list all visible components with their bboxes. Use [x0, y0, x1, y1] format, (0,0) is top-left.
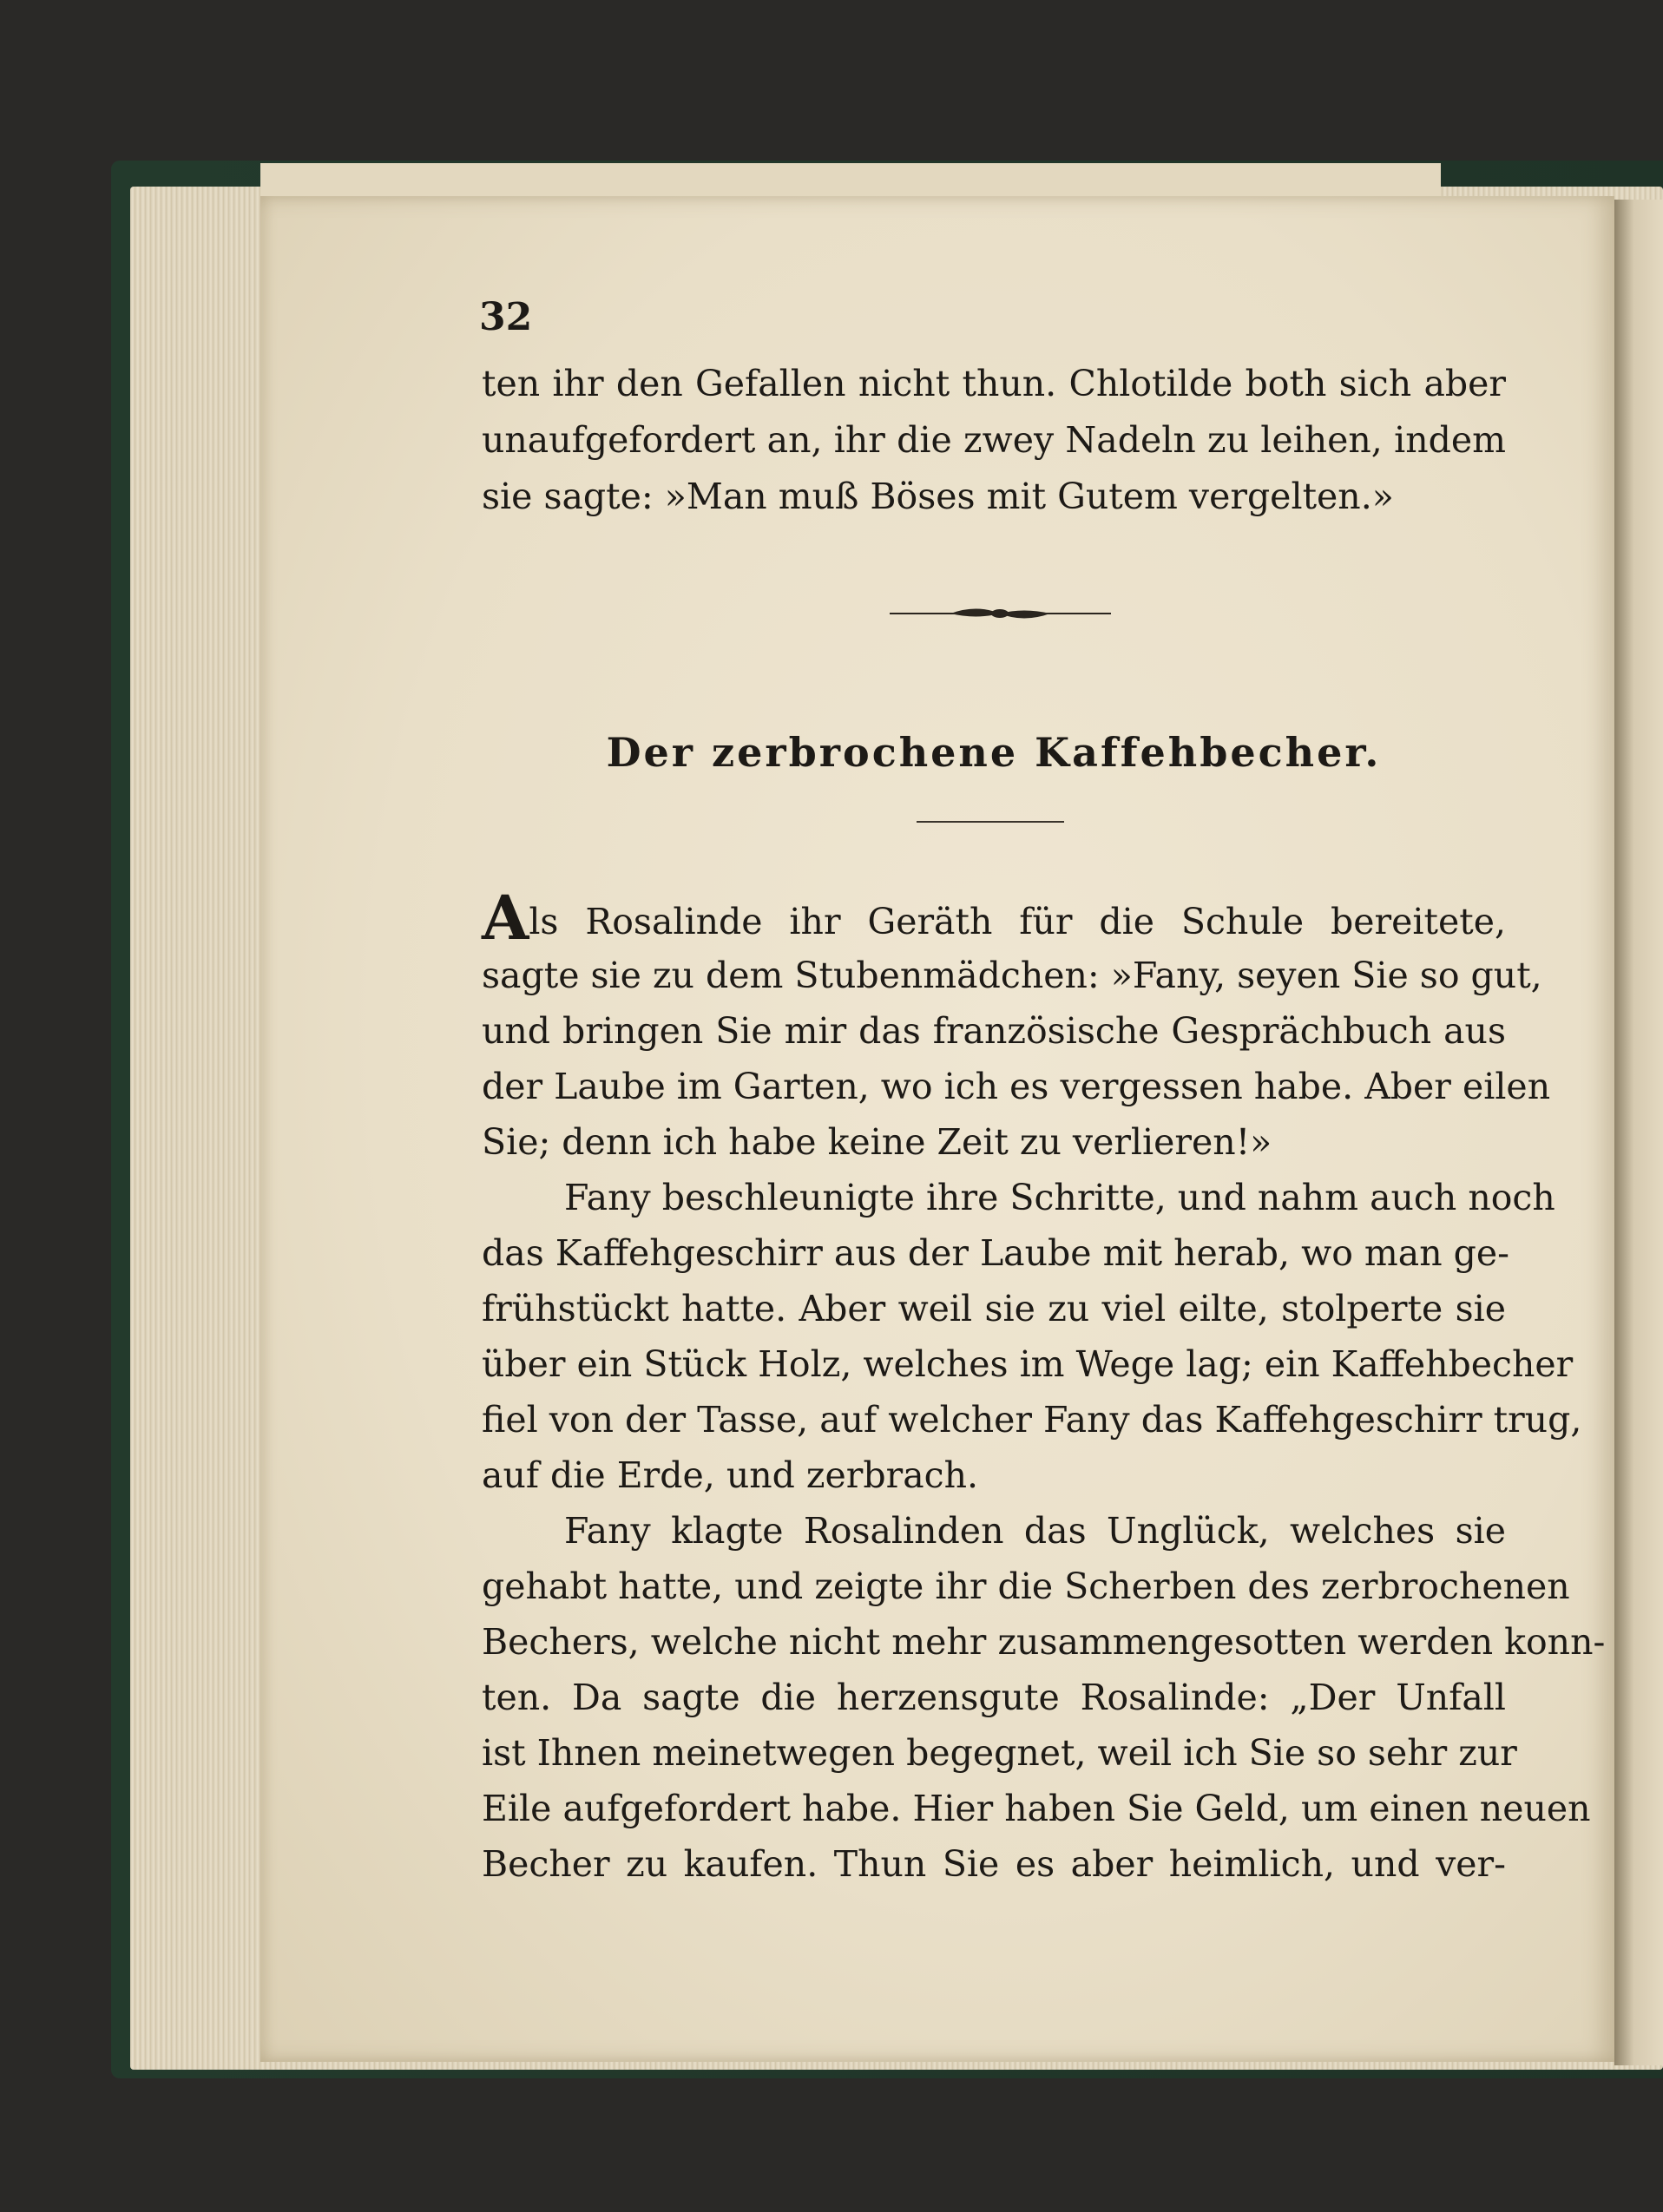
text-line: sagte sie zu dem Stubenmädchen: »Fany, seyen Sie so gut,	[482, 955, 1542, 996]
page-number: 32	[479, 295, 533, 339]
text-line: und bringen Sie mir das französische Gesprächbuch aus	[482, 1010, 1506, 1052]
text-line: fiel von der Tasse, auf welcher Fany das Kaffehgeschirr trug,	[482, 1399, 1582, 1441]
heading-rule	[917, 821, 1064, 823]
text-line: sie sagte: »Man muß Böses mit Gutem vergelten.»	[482, 476, 1394, 517]
text-line: Sie; denn ich habe keine Zeit zu verlieren!»	[482, 1121, 1272, 1163]
text-line: das Kaffehgeschirr aus der Laube mit herab, wo man ge-	[482, 1232, 1510, 1274]
text-line: gehabt hatte, und zeigte ihr die Scherben des zerbrochenen	[482, 1565, 1570, 1607]
text-line: ist Ihnen meinetwegen begegnet, weil ich Sie so sehr zur	[482, 1732, 1517, 1774]
text-line: Eile aufgefordert habe. Hier haben Sie Geld, um einen neuen	[482, 1788, 1591, 1829]
text-line: Becher zu kaufen. Thun Sie es aber heimlich, und ver-	[482, 1843, 1506, 1885]
text-line	[482, 882, 1506, 954]
text-line: über ein Stück Holz, welches im Wege lag; ein Kaffehbecher	[482, 1343, 1574, 1385]
text-line: unaufgefordert an, ihr die zwey Nadeln zu leihen, indem	[482, 419, 1506, 461]
text-line: ten. Da sagte die herzensgute Rosalinde: „Der Unfall	[482, 1677, 1506, 1718]
text-line: auf die Erde, und zerbrach.	[482, 1454, 979, 1496]
text-line: ten ihr den Gefallen nicht thun. Chlotilde both sich aber	[482, 363, 1506, 404]
text-line: Fany klagte Rosalinden das Unglück, welches sie	[564, 1510, 1506, 1552]
right-page-edge	[1614, 200, 1663, 2065]
drop-cap: A	[482, 882, 529, 954]
section-heading: Der zerbrochene Kaffehbecher.	[606, 729, 1382, 776]
ornament-divider-icon	[890, 604, 1111, 623]
text-line: Bechers, welche nicht mehr zusammengesotten werden konn-	[482, 1621, 1606, 1663]
text-line: Fany beschleunigte ihre Schritte, und nahm auch noch	[564, 1177, 1555, 1218]
text-line: der Laube im Garten, wo ich es vergessen habe. Aber eilen	[482, 1066, 1551, 1107]
text-line: frühstückt hatte. Aber weil sie zu viel eilte, stolperte sie	[482, 1288, 1506, 1329]
top-page-edge	[260, 163, 1441, 198]
text-line-body: ls Rosalinde ihr Geräth für die Schule bereitete,	[529, 901, 1506, 942]
